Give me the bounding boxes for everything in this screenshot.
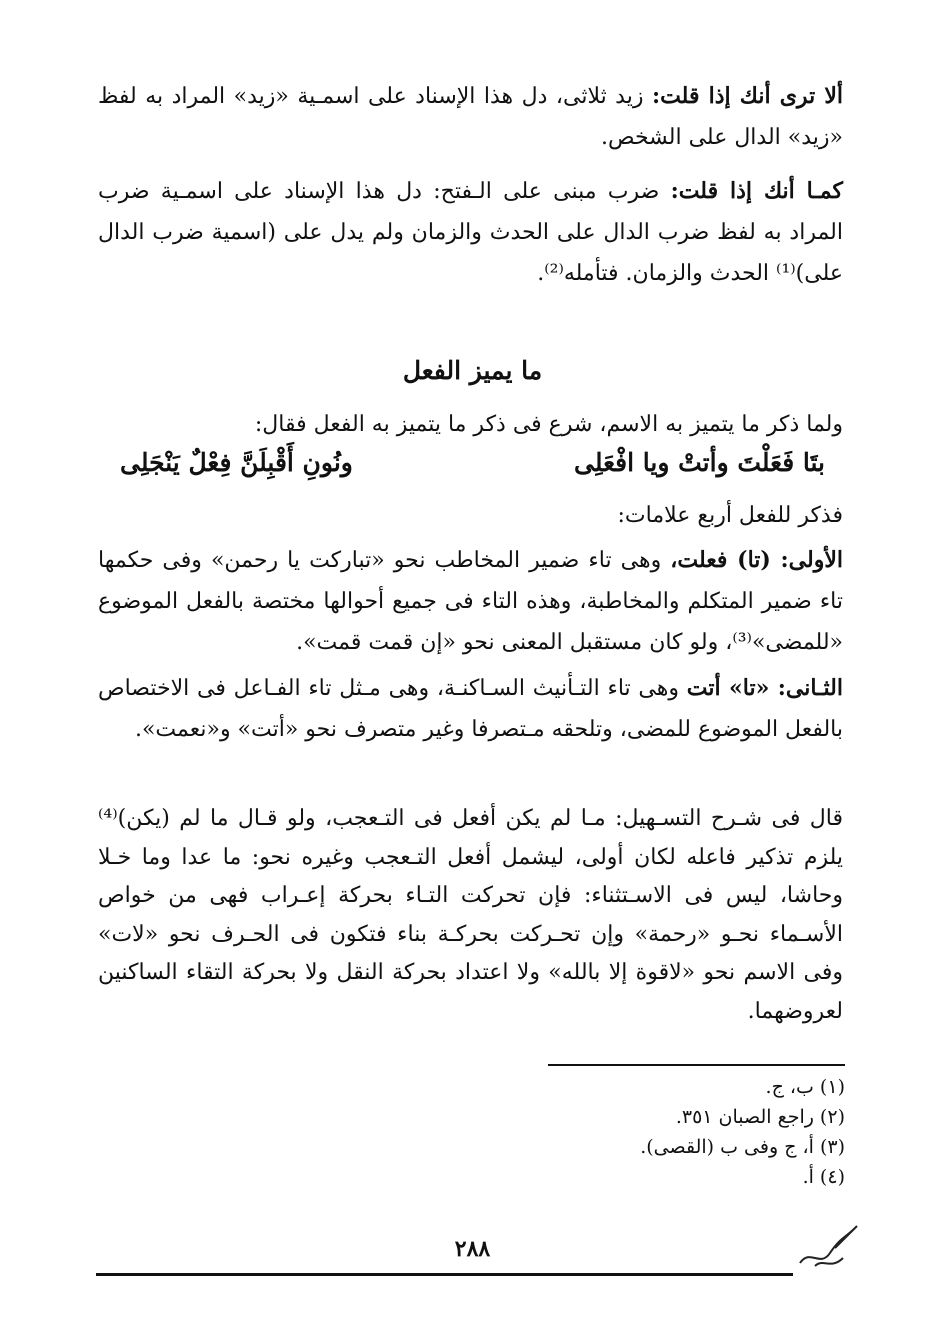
paragraph-lead: ألا ترى أنك إذا قلت: xyxy=(651,83,843,109)
paragraph-daraba-example xyxy=(98,171,843,294)
paragraph-text: وهى تاء التـأنيث السـاكنـة، وهى مـثل تاء الفـاعل فى الاختصاص بالفعل الموضوع للمضى، وتلحقه مـتصرفا وغير متصرف نحو «أتت» و«نعمت». xyxy=(98,676,843,742)
handwritten-mark-icon xyxy=(795,1208,865,1278)
page-number: ٢٨٨ xyxy=(454,1236,491,1262)
paragraph-lead: الثـانى: «تا» أتت xyxy=(686,675,843,701)
paragraph-text: ضرب مبنى على الـفتح: دل هذا الإسناد على اسمـية ضرب المراد به لفظ ضرب الدال على الحدث والزمان ولم يدل على (اسمية ضرب الدال على)⁽¹⁾ الحدث والزمان. فتأمله⁽²⁾. xyxy=(98,179,843,286)
footnotes xyxy=(545,1072,845,1192)
paragraph-second-sign xyxy=(98,668,843,750)
footnote-item: (١) ب، ج. xyxy=(765,1076,845,1098)
section-heading: ما يميز الفعل xyxy=(402,356,543,385)
paragraph-lead: الأولى: (تا) فعلت، xyxy=(670,547,843,573)
footnote-item: (٤) أ. xyxy=(802,1166,845,1188)
footnote-divider xyxy=(548,1064,845,1066)
paragraph-text: زيد ثلاثى، دل هذا الإسناد على اسمـية «زيد» المراد به لفظ «زيد» الدال على الشخص. xyxy=(98,84,843,150)
footnote-item: (٣) أ، ج وفى ب (القصى). xyxy=(640,1136,845,1158)
paragraph-first-sign xyxy=(98,540,843,663)
bottom-rule xyxy=(96,1273,793,1276)
verse-line xyxy=(120,448,825,498)
paragraph-commentary: قال فى شـرح التسـهيل: مـا لم يكن أفعل فى التـعجب، ولو قـال ما لم (يكن)⁽⁴⁾ يلزم تذكير فاعله لكان أولى، ليشمل أفعل التـعجب وغيره نحو: ما عدا وما خـلا وحاشا، ليس فى الاسـتثناء: فإن تحركت التـاء بحركة إعـراب فهى من خواص الأسـماء نحـو «رحمة» وإن تحـركت بحركـة بناء فتكون فى الحـرف نحو «لات» وفى الاسم نحو «لاقوة إلا بالله» ولا اعتداد بحركة النقل ولا بحركة التقاء الساكنين لعروضهما. xyxy=(98,806,844,1024)
section-intro: ولما ذكر ما يتميز به الاسم، شرع فى ذكر ما يتميز به الفعل فقال: xyxy=(254,412,843,437)
paragraph-zayd-example xyxy=(98,76,843,158)
signs-intro: فذكر للفعل أربع علامات: xyxy=(617,503,843,528)
footnote-item: (٢) راجع الصبان ٣٥١. xyxy=(675,1106,845,1128)
verse-first-hemistich: بتَا فَعَلْتَ وأتتْ ويا افْعَلِى xyxy=(573,448,825,477)
paragraph-text: وهى تاء ضمير المخاطب نحو «تباركت يا رحمن» وفى حكمها تاء ضمير المتكلم والمخاطبة، وهذه التاء فى جميع أحوالها مختصة بالفعل الموضوع «للمضى»⁽³⁾، ولو كان مستقبل المعنى نحو «إن قمت قمت». xyxy=(98,548,843,655)
verse-second-hemistich: ونُونِ أَقْبِلَنَّ فِعْلٌ يَنْجَلِى xyxy=(120,448,353,477)
paragraph-lead: كمـا أنك إذا قلت: xyxy=(670,178,844,204)
